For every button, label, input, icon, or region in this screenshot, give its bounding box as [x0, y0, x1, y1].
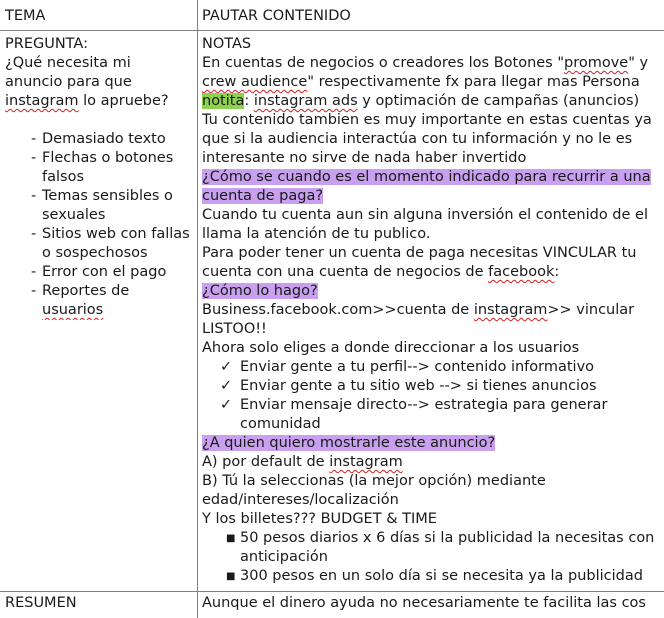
check-icon: ✓: [220, 397, 233, 413]
check-icon: ✓: [220, 359, 233, 375]
spell-word[interactable]: promove: [564, 55, 629, 71]
header-pautar-contenido: PAUTAR CONTENIDO: [202, 8, 351, 24]
budget-item-continuation: anticipación: [240, 549, 328, 565]
budget-item: ■ 300 pesos en un solo día si se necesita ya la publicidad: [226, 568, 643, 584]
list-item-continuation: o sospechosos: [42, 245, 148, 261]
highlight-question: cuenta de paga?: [202, 188, 324, 204]
note-line: En cuentas de negocios o creadores los Botones "promove" y: [202, 55, 649, 71]
note-line: B) Tú la seleccionas (la mejor opción) mediante: [202, 473, 546, 489]
note-line: edad/intereses/localización: [202, 492, 399, 508]
spell-word[interactable]: instagram: [473, 302, 548, 318]
note-line: Y los billetes??? BUDGET & TIME: [202, 511, 437, 527]
list-item: - Sitios web con fallas: [5, 225, 195, 244]
spell-word[interactable]: usuarios: [42, 302, 104, 318]
check-icon: ✓: [220, 378, 233, 394]
note-line: notita: instagram ads y optimación de campañas (anuncios): [202, 93, 640, 109]
note-line: A) por default de instagram: [202, 454, 403, 470]
table-header-divider: [0, 30, 664, 31]
note-line: crew audience" respectivamente fx para llegar mas Persona: [202, 74, 640, 90]
header-tema: TEMA: [5, 8, 46, 24]
note-line: llama la atención de tu publico.: [202, 226, 431, 242]
note-line: Cuando tu cuenta aun sin alguna inversión el contenido de el: [202, 207, 648, 223]
question-line-2: anuncio para que: [5, 74, 132, 90]
note-line: Para poder tener un cuenta de paga necesitas VINCULAR tu: [202, 245, 637, 261]
right-column: [202, 35, 664, 586]
spell-word[interactable]: instagram ads: [253, 93, 358, 109]
note-line: interesante no sirve de nada haber invertido: [202, 150, 527, 166]
resumen-label: RESUMEN: [5, 595, 77, 611]
list-item-continuation: falsos: [42, 169, 84, 185]
note-line: Ahora solo eliges a donde direccionar a los usuarios: [202, 340, 580, 356]
resumen-text: Aunque el dinero ayuda no necesariamente te facilita las cos: [202, 595, 646, 611]
square-bullet-icon: ■: [226, 533, 236, 544]
note-line: Business.facebook.com>>cuenta de instagram>> vincular: [202, 302, 635, 318]
list-item: - Reportes de: [5, 282, 195, 301]
pregunta-label: PREGUNTA:: [5, 36, 88, 52]
notas-label: NOTAS: [202, 36, 252, 52]
table-footer-divider: [0, 591, 664, 592]
square-bullet-icon: ■: [226, 571, 236, 582]
highlight-question: ¿Cómo lo hago?: [202, 283, 318, 299]
checklist-item: ✓ Enviar gente a tu perfil--> contenido informativo: [220, 359, 595, 375]
list-item-continuation: [5, 301, 195, 320]
table-vertical-divider: [197, 0, 198, 618]
list-item-continuation: sexuales: [42, 207, 106, 223]
spell-word[interactable]: crew audience: [202, 74, 308, 90]
checklist-item: ✓ Enviar mensaje directo--> estrategia para generar: [220, 397, 608, 413]
list-item: - Error con el pago: [5, 263, 195, 282]
list-item: - Demasiado texto: [5, 130, 195, 149]
highlight-green: notita: [202, 93, 245, 109]
highlight-question: ¿A quien quiero mostrarle este anuncio?: [202, 435, 496, 451]
checklist-item-continuation: comunidad: [240, 416, 321, 432]
checklist-item: ✓ Enviar gente a tu sitio web --> si tienes anuncios: [220, 378, 597, 394]
spell-word[interactable]: instagram: [5, 93, 79, 109]
spell-word[interactable]: facebook: [488, 264, 555, 280]
left-column: [5, 35, 195, 320]
note-line: cuenta con una cuenta de negocios de facebook:: [202, 264, 560, 280]
note-line: Tu contenido tambien es muy importante en estas cuentas ya: [202, 112, 652, 128]
question-line-1: ¿Qué necesita mi: [5, 55, 131, 71]
note-line: LISTOO!!: [202, 321, 267, 337]
spell-word[interactable]: instagram: [329, 454, 403, 470]
budget-item: ■ 50 pesos diarios x 6 días si la publicidad la necesitas con: [226, 530, 655, 546]
requirements-list: [5, 130, 195, 320]
highlight-question: ¿Cómo se cuando es el momento indicado para recurrir a una: [202, 169, 651, 185]
question-line-3: instagram lo apruebe?: [5, 93, 169, 109]
note-line: que si la audiencia interactúa con tu información y no le es: [202, 131, 633, 147]
list-item: - Temas sensibles o: [5, 187, 195, 206]
list-item: - Flechas o botones: [5, 149, 195, 168]
